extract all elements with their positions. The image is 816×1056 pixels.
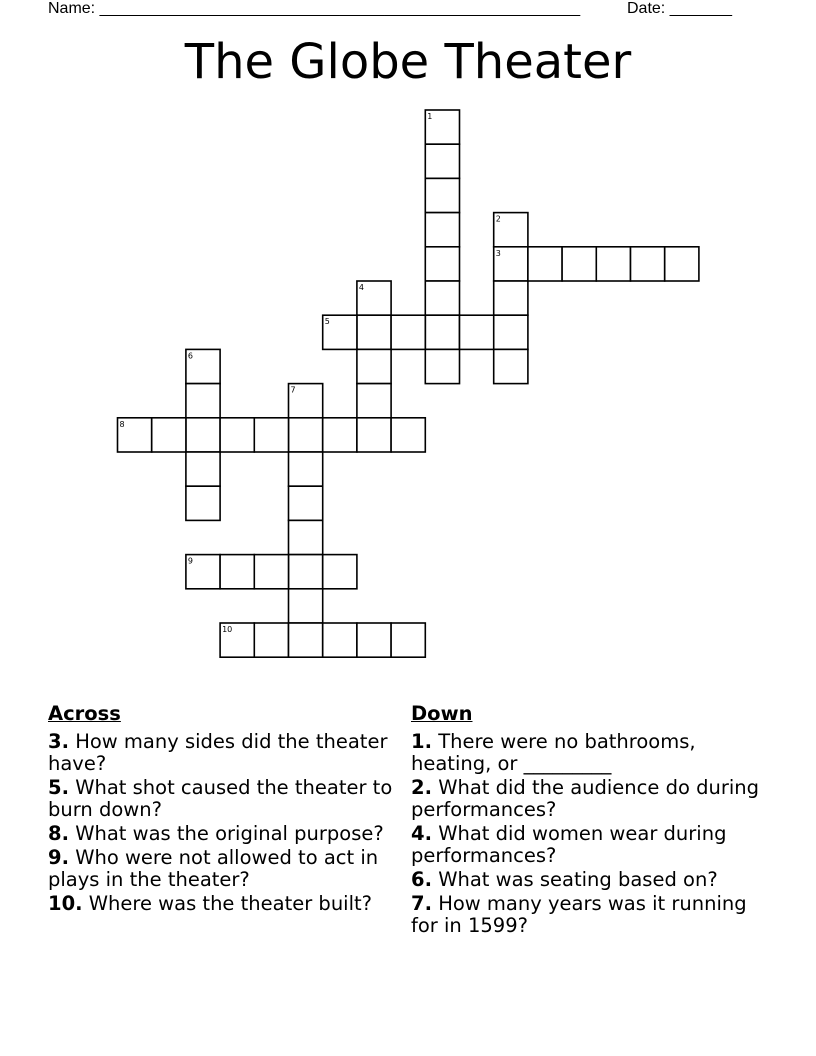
- grid-cell[interactable]: [425, 349, 459, 383]
- down-clue-1: [411, 731, 761, 775]
- grid-cell[interactable]: [596, 247, 630, 281]
- clue-text: What was the original purpose?: [75, 822, 384, 845]
- grid-cell[interactable]: [357, 384, 391, 418]
- name-field-line[interactable]: Name: ______________________________________________________: [48, 0, 581, 17]
- clue-text: What did women wear during performances?: [411, 822, 727, 867]
- across-clue-8: [48, 823, 400, 845]
- grid-cell[interactable]: [357, 315, 391, 349]
- across-heading: Across: [48, 702, 121, 725]
- down-clue-6: [411, 869, 761, 891]
- grid-cell[interactable]: [186, 418, 220, 452]
- clue-text: Who were not allowed to act in plays in the theater?: [48, 846, 379, 891]
- clue-text: Where was the theater built?: [88, 892, 373, 915]
- clue-text: How many sides did the theater have?: [48, 730, 388, 775]
- grid-cell[interactable]: [289, 418, 323, 452]
- grid-cell[interactable]: [425, 315, 459, 349]
- grid-cell[interactable]: [425, 213, 459, 247]
- cell-number-label: 1: [427, 112, 433, 121]
- down-heading: Down: [411, 702, 473, 725]
- grid-cell[interactable]: [289, 520, 323, 554]
- grid-cell[interactable]: [425, 178, 459, 212]
- grid-cell[interactable]: [460, 315, 494, 349]
- grid-cell[interactable]: [494, 315, 528, 349]
- cell-number-label: 10: [222, 625, 233, 634]
- grid-cell[interactable]: [528, 247, 562, 281]
- clue-text: What shot caused the theater to burn down?: [48, 776, 393, 821]
- grid-cell[interactable]: [254, 555, 288, 589]
- grid-cell[interactable]: [186, 486, 220, 520]
- page-title: The Globe Theater: [184, 34, 632, 90]
- cell-number-label: 6: [187, 351, 193, 361]
- grid-cell[interactable]: [391, 315, 425, 349]
- grid-cell[interactable]: [186, 384, 220, 418]
- down-clue-7: [411, 893, 761, 937]
- grid-cell[interactable]: [425, 247, 459, 281]
- grid-cell[interactable]: [289, 555, 323, 589]
- cell-number-label: 3: [495, 248, 501, 258]
- cell-number-label: 4: [358, 283, 364, 292]
- clue-text: What did the audience do during performances?: [411, 776, 759, 821]
- grid-cell[interactable]: [254, 623, 288, 657]
- grid-cell[interactable]: [357, 418, 391, 452]
- grid-cell[interactable]: [391, 623, 425, 657]
- clue-number: 2.: [411, 776, 432, 799]
- down-clue-2: [411, 777, 761, 821]
- grid-cell[interactable]: [289, 623, 323, 657]
- across-clues: [48, 703, 400, 917]
- clue-number: 8.: [48, 822, 69, 845]
- cell-number-label: 7: [290, 385, 296, 395]
- clue-number: 5.: [48, 776, 69, 799]
- clue-number: 9.: [48, 846, 69, 869]
- grid-cell[interactable]: [220, 555, 254, 589]
- grid-cell[interactable]: [494, 349, 528, 383]
- cell-number-label: 2: [495, 214, 501, 224]
- grid-cell[interactable]: [425, 281, 459, 315]
- grid-cell[interactable]: [391, 418, 425, 452]
- grid-cell[interactable]: [562, 247, 596, 281]
- down-clue-4: [411, 823, 761, 867]
- clue-number: 3.: [48, 730, 69, 753]
- grid-cell[interactable]: [186, 452, 220, 486]
- grid-cell[interactable]: [323, 418, 357, 452]
- down-clues: [411, 703, 761, 939]
- cell-number-label: 5: [324, 317, 330, 327]
- clue-number: 7.: [411, 892, 432, 915]
- grid-cell[interactable]: [425, 144, 459, 178]
- clue-number: 4.: [411, 822, 432, 845]
- grid-cell[interactable]: [631, 247, 665, 281]
- clue-text: There were no bathrooms, heating, or _________: [411, 730, 696, 775]
- grid-cell[interactable]: [289, 486, 323, 520]
- clue-text: How many years was it running for in 1599?: [411, 892, 747, 937]
- grid-cell[interactable]: [323, 623, 357, 657]
- grid-cell[interactable]: [254, 418, 288, 452]
- across-clue-5: [48, 777, 400, 821]
- grid-cell[interactable]: [220, 418, 254, 452]
- grid-cell[interactable]: [494, 281, 528, 315]
- grid-cell[interactable]: [289, 452, 323, 486]
- clue-number: 10.: [48, 892, 83, 915]
- grid-cell[interactable]: [357, 623, 391, 657]
- clue-text: What was seating based on?: [438, 868, 718, 891]
- clue-number: 6.: [411, 868, 432, 891]
- across-clue-3: [48, 731, 400, 775]
- grid-cell[interactable]: [289, 589, 323, 623]
- cell-number-label: 9: [187, 556, 193, 566]
- grid-cell[interactable]: [323, 555, 357, 589]
- cell-number-label: 8: [119, 419, 125, 429]
- date-field-line[interactable]: Date: _______: [627, 0, 732, 17]
- clue-number: 1.: [411, 730, 432, 753]
- across-clue-10: [48, 893, 400, 915]
- across-clue-9: [48, 847, 400, 891]
- grid-cell[interactable]: [357, 349, 391, 383]
- grid-cell[interactable]: [665, 247, 699, 281]
- grid-cell[interactable]: [152, 418, 186, 452]
